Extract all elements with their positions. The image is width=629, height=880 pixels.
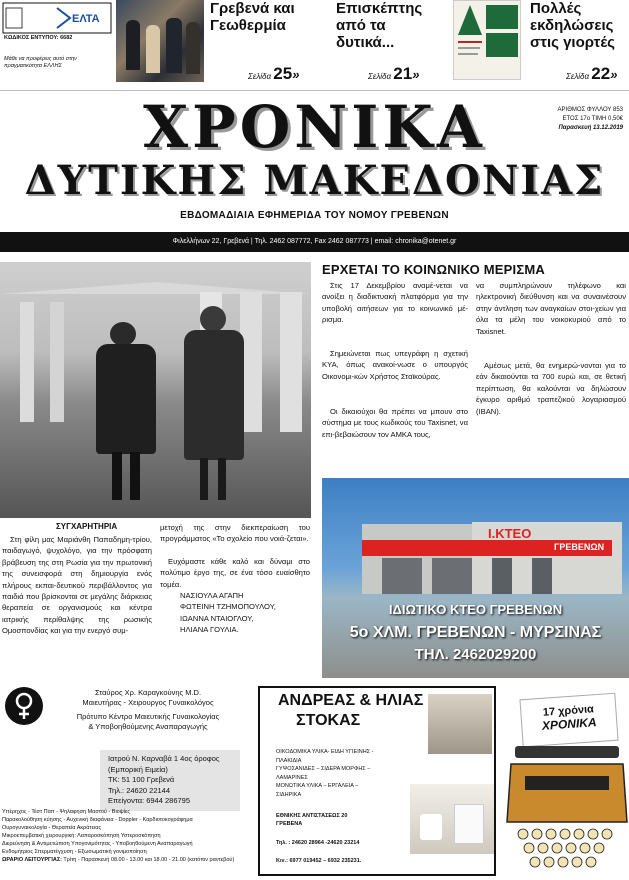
address-bar: Φιλελλήνων 22, Γρεβενά | Τηλ. 2462 087772, Fax 2462 087773 | email: chronika@otenet.gr (0, 232, 629, 252)
anniversary-paper (519, 693, 618, 748)
teaser-poster (453, 0, 521, 80)
doctor-mobile: Επείγοντα: 6944 286795 (108, 796, 191, 805)
teaser-title-3[interactable]: Πολλές εκδηλώσεις στις γιορτές (530, 0, 615, 51)
article-right-col1: Στις 17 Δεκεμβρίου αναμέ-νεται να ανοίξει η διαδικτυακή πλατφόρμα για την υποβολή αιτήσεων για το κοινωνικό μέ-ρισμα. (322, 281, 468, 325)
service-item: Μικροεπεμβατική χειρουργική: Λαπαροσκόπηση Υστεροσκόπηση (2, 833, 161, 839)
article-right-col2: να συμπληρώνουν τηλέφωνο και ηλεκτρονική διεύθυνση και να συναινέσουν στην άντληση των αναγκαίων στοι-χείων για όλα τα μέλη του νοικοκυριού από το Taxisnet. (476, 281, 626, 336)
stokas-photo-1 (428, 694, 492, 754)
service-item: Ουρογυναικολογία - Θεραπεία Ακράτειας (2, 825, 102, 831)
stokas-items: ΟΙΚΟΔΟΜΙΚΑ ΥΛΙΚΑ- ΕΙΔΗ ΥΓΙΕΙΝΗΣ - ΠΛΑΚΙΔΙΑ ΓΥΨΟΣΑΝΙΔΕΣ – ΣΙΔΕΡΑ ΜΟΡΦΗΣ – ΛΑΜΑΡΙΝΕΣ ΜΟΝΩΤΙΚΑ ΥΛΙΚΑ – ΕΡΓΑΛΕΙΑ – ΣΙΔΗΡΙΚΑ (276, 749, 374, 798)
newspaper-tagline: ΕΒΔΟΜΑΔΙΑΙΑ ΕΦΗΜΕΡΙΔΑ ΤΟΥ ΝΟΜΟΥ ΓΡΕΒΕΝΩΝ (180, 210, 449, 221)
kteo-sign: Ι.ΚΤΕΟ (488, 526, 532, 541)
kteo-line-3: ΤΗΛ. 2462029200 (414, 646, 537, 663)
doctor-center-2: & Υποβοηθούμενης Αναπαραγωγής (88, 722, 208, 731)
hours-label: ΩΡΑΡΙΟ ΛΕΙΤΟΥΡΓΙΑΣ: (2, 857, 62, 863)
article-left-col2: μετοχή της στην διεκπεραίωση του προγράμματος «Το σχολείο που νοιά-ζεται». (160, 523, 310, 544)
doctor-address-2: (Εμπορική Ειμεία) (108, 764, 168, 774)
stokas-title-1: ΑΝΔΡΕΑΣ & ΗΛΙΑΣ (278, 692, 424, 709)
article-right-headline: ΕΡΧΕΤΑΙ ΤΟ ΚΟΙΝΩΝΙΚΟ ΜΕΡΙΣΜΑ (322, 262, 545, 277)
article-right-col1c: Οι δικαιούχοι θα πρέπει να μπουν στο σύστημα με τους κωδικούς του Taxisnet, να επι-βεβαιώσουν τον ΑΜΚΑ τους, (322, 407, 468, 439)
article-left-heading: ΣΥΓΧΑΡΗΤΗΡΙΑ (56, 522, 118, 531)
teaser-page-3: Σελίδα 22» (566, 64, 618, 83)
article-right-col2b: Αμέσως μετά, θα ενημερώ-νονται για το εάν δικαιούνται τα 700 ευρώ και, σε θετική περίπτωση, θα καλούνται να δηλώσουν έγκυρο αριθμό τραπεζικού λογαριασμού (IBAN). (476, 361, 626, 416)
stokas-phones: Τηλ. : 24620 28964 -24620 23214 (276, 840, 360, 846)
divider (0, 90, 629, 91)
issue-date: Παρασκευή 13.12.2019 (558, 125, 623, 131)
doctor-ad[interactable] (0, 680, 250, 880)
service-item: Διερεύνηση & Αντιμετώπιση Υπογονιμότητας - Υποβοηθούμενη Αναπαραγωγή (2, 841, 193, 847)
service-item: Παρακολούθηση κύησης - Αυχενική διαφάνεια - Doppler - Καρδιοτοκογράφημα (2, 817, 193, 823)
article-right-col1b: Σημειώνεται πως υπεγράφη η σχετική ΚΥΑ, όπως ανακοί-νωσε ο υπουργός Οικονομι-κών Χρήστος Σταϊκούρας. (322, 349, 468, 381)
hours-text: Τρίτη - Παρασκευή 08.00 - 13.00 και 18.00 - 21.00 (κατόπιν ραντεβού) (63, 857, 235, 863)
elta-logo (2, 2, 112, 34)
issue-info (528, 106, 623, 133)
stokas-ad[interactable] (258, 686, 496, 876)
elta-label: ΕΛΤΑ (72, 13, 100, 25)
teaser-title-2[interactable]: Επισκέπτης από τα δυτικά... (336, 0, 423, 51)
issue-price: ΕΤΟΣ 17ο ΤΙΜΗ 0,50€ (562, 116, 623, 122)
service-item: Υπέρηχος - Τέστ Παπ - Ψηλαφηση Μαστού - Βιοψίες (2, 809, 130, 815)
article-left-col1: Στη φίλη μας Μαριάνθη Παπαδημη-τρίου, παιδαγωγό, ψυχολόγο, για την πρόσφατη βράβευση της στη Ρωσία για την πρωτονική της συνεισφορά στη δημιουργία ενός πλήρους εκπαι-δευτικού περιβάλλοντος για παιδιά που βρίσκονται σε μεγάλης διάρκειας θεραπεία σε οργανισμούς και κέντρα ιατρικής περίθαλψης της ρωσικής Ομοσπονδίας και για την ενεργό συμ- (2, 535, 152, 636)
typewriter-icon (505, 742, 629, 878)
anniversary-ad (505, 686, 629, 880)
doctor-address-3: ΤΚ: 51 100 Γρεβενά (108, 775, 175, 784)
postal-promo: Μάθε να προφέρεις αυτό στην πραγματικότητα ΕΛΛΗΣ (4, 56, 77, 69)
article-left-signers: ΝΑΣΙΟΥΛΑ ΑΓΑΠΗ ΦΩΤΕΙΝΗ ΤΖΗΜΟΠΟΥΛΟΥ, ΙΩΑΝΝΑ ΝΤΑΙΟΓΛΟΥ, ΗΛΙΑΝΑ ΓΟΥΛΙΑ. (180, 591, 276, 635)
kteo-sign-2: ΓΡΕΒΕΝΩΝ (554, 542, 605, 552)
kteo-ad[interactable] (322, 478, 629, 678)
anniversary-line-1: 17 χρόνια (542, 703, 595, 719)
article-left-col2b: Ευχόμαστε κάθε καλό και δύναμι στο πολύτιμο έργο της, σε ένα τόσο ευαίσθητο τομέα. (160, 557, 310, 589)
doctor-center: Πρότυπο Κέντρο Μαιευτικής Γυναικολογίας (76, 712, 220, 721)
teaser-title-1[interactable]: Γρεβενά και Γεωθερμία (210, 0, 295, 34)
stokas-address: ΕΘΝΙΚΗΣ ΑΝΤΙΣΤΑΣΕΩΣ 20 (276, 813, 348, 819)
doctor-phone: Τηλ.: 24620 22144 (108, 785, 170, 795)
main-photo (0, 262, 311, 518)
masthead-title: ΧΡΟΝΙΚΑ (143, 93, 486, 161)
issue-number: ΑΡΙΘΜΟΣ ΦΥΛΛΟΥ 853 (557, 107, 623, 113)
teaser-page-2: Σελίδα 21» (368, 64, 420, 83)
stokas-title-2: ΣΤΟΚΑΣ (296, 712, 361, 729)
stokas-mobiles: Κιν.: 6977 019452 – 6932 235231. (276, 858, 362, 864)
kteo-line-1: ΙΔΙΩΤΙΚΟ ΚΤΕΟ ΓΡΕΒΕΝΩΝ (388, 602, 563, 617)
kteo-line-2: 5ο ΧΛΜ. ΓΡΕΒΕΝΩΝ - ΜΥΡΣΙΝΑΣ (349, 624, 602, 641)
service-item: Ενδομήτριος Σπερματέγχυση - Εξωσωματική γονιμοποίηση (2, 849, 147, 855)
anniversary-line-2: ΧΡΟΝΙΚΑ (541, 715, 598, 733)
stokas-photo-2 (410, 784, 494, 854)
teaser-page-1: Σελίδα 25» (248, 64, 300, 83)
doctor-title: Μαιευτήρας - Χειρουργος Γυναικολόγος (82, 698, 214, 707)
teaser-photo-1 (116, 0, 204, 82)
doctor-name: Σταύρος Χρ. Καραγκούνης M.D. (94, 688, 202, 697)
masthead-subtitle: ΔΥΤΙΚΗΣ ΜΑΚΕΔΟΝΙΑΣ (24, 157, 605, 204)
postal-block (2, 2, 112, 90)
doctor-address-1: Ιατρού Ν. Καρναβά 1 4ος όροφος (108, 754, 220, 763)
postal-code: ΚΩΔΙΚΟΣ ΕΝΤΥΠΟΥ: 6682 (4, 35, 73, 41)
stokas-city: ΓΡΕΒΕΝΑ (276, 821, 303, 827)
gender-symbol-icon (4, 686, 44, 726)
